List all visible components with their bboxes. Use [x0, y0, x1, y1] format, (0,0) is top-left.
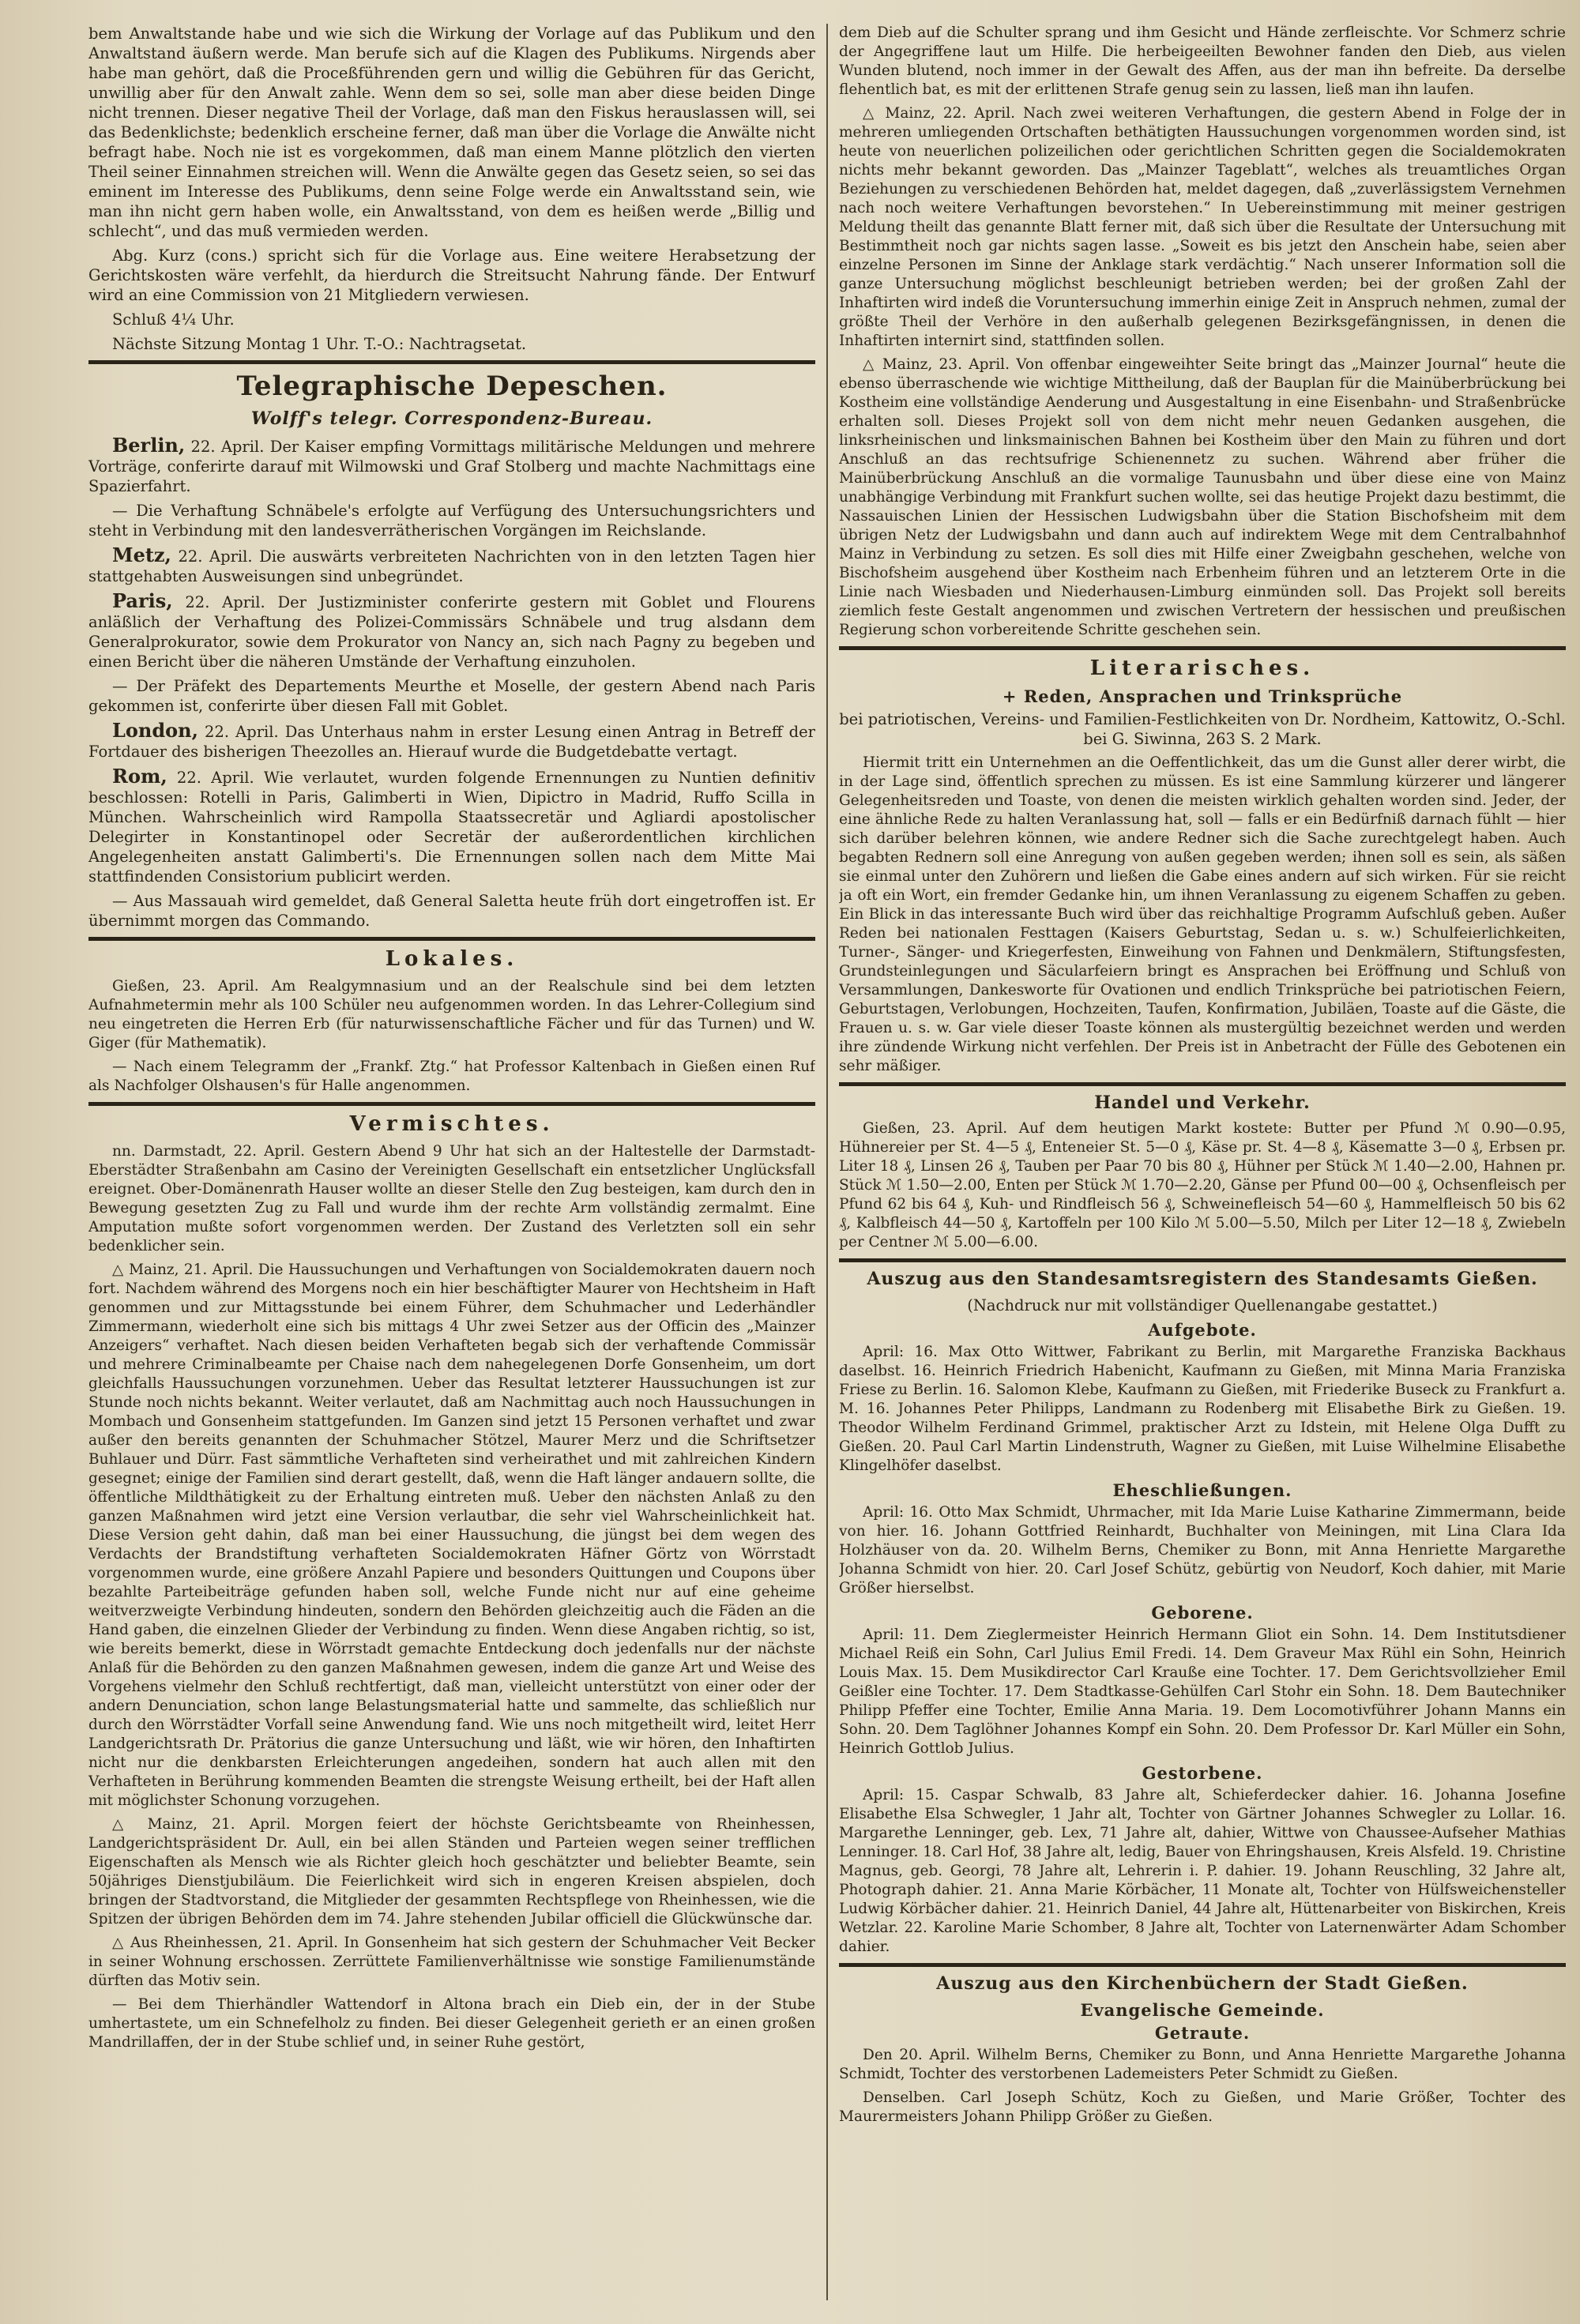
- section-title-literarisches: Literarisches.: [1089, 656, 1315, 680]
- register-eheschliessungen: April: 16. Otto Max Schmidt, Uhrmacher, mit Ida Marie Luise Katharine Zimmermann, beide von hier. 16. Johann Gottfried Reinhardt, Buchhalter von Meiningen, mit Lina Clara Ida Holzhäuser von da. 20. Wilhelm Berns, Chemiker zu Bonn, mit Anna Henriette Margarethe Johanna Schmidt von hier. 20. Carl Josef Schütz, gebürtig von Neudorf, Koch dahier, mit Marie Größer hierselbst.: [839, 1504, 1566, 1596]
- telegram-paris-text: 22. April. Der Justizminister conferirte gestern mit Goblet und Flourens anläßlich der Verhaftung des Polizei-Commissärs Schnäbele und trug alsdann dem Generalprokurator, sowie dem Prokurator von Nancy an, sich nach Pagny zu begeben und einen Bericht über die näheren Umstände der Verhaftung einzuholen.: [88, 593, 815, 671]
- telegram-paris-2: — Der Präfekt des Departements Meurthe et Moselle, der gestern Abend nach Paris gekommen ist, conferirte über diesen Fall mit Goblet.: [88, 677, 815, 715]
- telegram-rom: [88, 766, 815, 886]
- section-divider: [88, 937, 815, 941]
- subsection-getraute: Getraute.: [1154, 2023, 1251, 2043]
- section-divider: [839, 1963, 1566, 1967]
- telegram-rom-text: 22. April. Wie verlautet, wurden folgende Ernennungen zu Nuntien definitiv beschlossen: Rotelli in Paris, Galimberti in Wien, Dipictro in Madrid, Ruffo Scilla in München. Wahrscheinlich wird Rampolla Staatssecretär und Agliardi apostolischer Delegirter in Konstantinopel oder Secretär der außerordentlichen kirchlichen Angelegenheiten anstatt Galimberti's. Die Ernennungen sollen nach dem Mitte Mai stattfindenden Consistorium publicirt werden.: [88, 769, 815, 886]
- place-rom: Rom,: [112, 765, 167, 788]
- subsection-geborene: Geborene.: [1151, 1603, 1254, 1623]
- section-divider: [839, 646, 1566, 650]
- church-getraute-1: Den 20. April. Wilhelm Berns, Chemiker zu Bonn, und Anna Henriette Margarethe Johanna Schmidt, Tochter des verstorbenen Lademeisters Peter Schmidt zu Gießen.: [839, 2047, 1566, 2082]
- misc-news-altona-continued: dem Dieb auf die Schulter sprang und ihm Gesicht und Hände zerfleischte. Vor Schmerz schrie der Angegriffene laut um Hilfe. Die herbeigeeilten Bewohner fanden den Dieb, aus vielen Wunden blutend, noch immer in der Gewalt des Affen, aus der man ihn befreite. Da derselbe flehentlich bat, es mit der erlittenen Strafe genug sein zu lassen, ließ man ihn laufen.: [839, 24, 1566, 98]
- register-aufgebote: April: 16. Max Otto Wittwer, Fabrikant zu Berlin, mit Margarethe Franziska Backhaus daselbst. 16. Heinrich Friedrich Habenicht, Kaufmann zu Gießen, mit Minna Maria Franziska Friese zu Berlin. 16. Salomon Klebe, Kaufmann zu Gießen, mit Friederike Buseck zu Frankfurt a. M. 16. Johannes Peter Philipps, Landmann zu Rodenberg mit Elisabethe Birk zu Gießen. 19. Theodor Wilhelm Ferdinand Grimmel, praktischer Arzt zu Idstein, mit Helene Olga Dufft zu Gießen. 20. Paul Carl Martin Lindenstruth, Wagner zu Gießen, mit Luise Wilhelmine Elisabethe Klingelhöfer daselbst.: [839, 1344, 1566, 1474]
- misc-news-altona: — Bei dem Thierhändler Wattendorf in Altona brach ein Dieb ein, der in der Stube umhertastete, um ein Schnefelholz zu finden. Bei dieser Gelegenheit gerieth er an einen großen Mandrillaffen, der in der Stube schlief und, in seiner Ruhe gestört,: [88, 1996, 815, 2051]
- misc-news-mainz-3: △ Mainz, 22. April. Nach zwei weiteren Verhaftungen, die gestern Abend in Folge der in mehreren umliegenden Ortschaften bethätigten Haussuchungen vorgenommen worden sind, ist heute von neuerlichen polizeilichen oder gerichtlichen Schritten gegen die Socialdemokraten nichts mehr bekannt geworden. Das „Mainzer Tageblatt“, welches als treuamtliches Organ Beziehungen zu verschiedenen Behörden hat, meldet dagegen, daß „zuverlässigstem Vernehmen nach noch weitere Verhaftungen bevorstehen.“ In Uebereinstimmung mit meiner gestrigen Meldung theilt das genannte Blatt ferner mit, daß sich über die Resultate der Untersuchung mit Bestimmtheit noch gar nichts sagen lasse. „Soweit es bis jetzt den Anschein habe, seien aber einzelne Personen im Sinne der Anklage stark verdächtig.“ Nach unserer Information soll die ganze Untersuchung möglichst beschleunigt betrieben werden; bei der großen Zahl der Inhaftirten wird indeß die Voruntersuchung immerhin einige Zeit in Anspruch nehmen, zumal der größte Theil der Verhöre in den außerhalb gelegenen Bezirksgefängnissen, in denen die Inhaftirten internirt sind, stattfinden sollen.: [839, 105, 1566, 349]
- local-news-2: — Nach einem Telegramm der „Frankf. Ztg.“ hat Professor Kaltenbach in Gießen einen Ruf als Nachfolger Olshausen's für Halle angenommen.: [88, 1059, 815, 1094]
- left-column: [88, 24, 815, 2300]
- place-metz: Metz,: [112, 543, 171, 566]
- telegram-berlin-text: 22. April. Der Kaiser empfing Vormittags militärische Meldungen und mehrere Vorträge, conferirte darauf mit Wilmowski und Graf Stolberg und machte Nachmittags eine Spazierfahrt.: [88, 438, 815, 495]
- subsection-evangelisch: Evangelische Gemeinde.: [1080, 2000, 1325, 2020]
- column-rule: [826, 24, 828, 2300]
- telegram-metz: [88, 545, 815, 586]
- section-title-handel: Handel und Verkehr.: [1094, 1092, 1311, 1113]
- book-details: bei patriotischen, Vereins- und Familien-Festlichkeiten von Dr. Nordheim, Kattowitz, O.-Schl. bei G. Siwinna, 263 S. 2 Mark.: [839, 710, 1566, 748]
- reprint-note: (Nachdruck nur mit vollständiger Quellenangabe gestattet.): [967, 1296, 1438, 1314]
- subsection-gestorbene: Gestorbene.: [1142, 1763, 1263, 1783]
- register-gestorbene: April: 15. Caspar Schwalb, 83 Jahre alt, Schieferdecker dahier. 16. Johanna Josefine Elisabethe Elsa Schwegler, 1 Jahr alt, Tochter von Gärtner Johannes Schwegler zu Lollar. 16. Margarethe Lenninger, geb. Lex, 71 Jahre alt, dahier, Wittwe von Chausseе-Aufseher Mathias Lenninger. 18. Carl Hof, 38 Jahre alt, ledig, Bauer von Ehringshausen, Kreis Alsfeld. 19. Christine Magnus, geb. Georgi, 78 Jahre alt, Lehrerin i. P. dahier. 19. Johann Reuschling, 32 Jahre alt, Photograph dahier. 21. Anna Marie Körbächer, 11 Monate alt, Tochter von Hülfsweichensteller Ludwig Körbächer dahier. 21. Heinrich Daniel, 44 Jahre alt, Hüttenarbeiter von Biskirchen, Kreis Wetzlar. 22. Karoline Marie Schomber, 8 Jahre alt, Tochter von Laternenwärter Adam Schomber dahier.: [839, 1787, 1566, 1955]
- misc-news-mainz-4: △ Mainz, 23. April. Von offenbar eingeweihter Seite bringt das „Mainzer Journal“ heute die ebenso überraschende wie wichtige Mittheilung, daß der Bauplan für die Mainüberbrückung bei Kostheim eine vollständige Aenderung und Ausgestaltung in eine Eisenbahn- und Straßenbrücke erhalten soll. Dieses Projekt soll von dem nicht mehr neuen Gedanken ausgehen, die linksrheinischen und linksmainischen Bahnen bei Kostheim über den Main zu führen und dort Anschluß an das rechtsufrige Schienennetz zu suchen. Während aber früher die Mainüberbrückung Anschluß an die vormalige Taunusbahn und über diese eine von Mainz unabhängige Verbindung mit Frankfurt suchen wollte, sei das heutige Projekt dazu bestimmt, die Nassauischen Linien der Hessischen Ludwigsbahn über die Station Bischofsheim mit dem übrigen Netz der Ludwigsbahn und dann auch auf indirektem Wege mit dem Centralbahnhof Mainz in Verbindung zu setzen. Es soll dies mit Hilfe einer Zweigbahn geschehen, welche von Bischofsheim ausgehend über Kostheim nach Erbenheim führen und an letzterem Orte in die Linie nach Wiesbaden und Niederhausen-Limburg einmünden soll. Das Projekt soll bereits ziemlich feste Gestalt angenommen und zwischen Vertretern der hessischen und preußischen Regierung schon vorbereitende Schritte geschehen sein.: [839, 356, 1566, 638]
- section-divider: [839, 1082, 1566, 1086]
- place-berlin: Berlin,: [112, 434, 186, 457]
- section-divider: [88, 1102, 815, 1106]
- place-london: London,: [112, 719, 198, 742]
- article-reichstag-continuation: bem Anwaltstande habe und wie sich die Wirkung der Vorlage auf das Publikum und den Anwaltstand äußern werde. Man berufe sich auf die Klagen des Publikums. Nirgends aber habe man gehört, daß die Proceßführenden gern und willig die Gebühren für das Gericht, unwillig aber für den Anwalt zahle. Wenn dem so sei, solle man aber diese beiden Dinge nicht trennen. Dieser negative Theil der Vorlage, daß man den Fiskus herauslassen will, sei das Bedenklichste; bedenklich erscheine ferner, daß man über die Vorlage die Anwälte nicht befragt habe. Noch nie ist es vorgekommen, daß man einem Manne plötzlich den vierten Theil seiner Einnahmen streichen will. Wenn die Anwälte gegen das Gesetz seien, so sei das eminent im Interesse des Publikums, denn seine Folge werde ein Anwaltsstand sein, wie man ihn nicht gern haben wolle, ein Anwaltsstand, von dem es heißen werde „Billig und schlecht“, und das muß vermieden werden.: [88, 24, 815, 240]
- local-news-1: Gießen, 23. April. Am Realgymnasium und an der Realschule sind bei dem letzten Aufnahmetermin mehr als 100 Schüler neu aufgenommen worden. In das Lehrer-Collegium sind neu eingetreten die Herren Erb (für naturwissenschaftliche Fächer und für das Turnen) und W. Giger (für Mathematik).: [88, 978, 815, 1051]
- register-geborene: April: 11. Dem Zieglermeister Heinrich Hermann Gliot ein Sohn. 14. Dem Institutsdiener Michael Reiß ein Sohn, Carl Julius Emil Fredi. 14. Dem Graveur Max Rühl ein Sohn, Heinrich Louis Max. 15. Dem Musikdirector Carl Krauße eine Tochter. 17. Dem Gerichtsvollzieher Emil Geißler eine Tochter. 17. Dem Stadtkasse-Gehülfen Carl Stohr ein Sohn. 18. Dem Bautechniker Philipp Pfeffer eine Tochter, Emilie Anna Maria. 19. Dem Locomotivführer Johann Manns ein Sohn. 20. Dem Taglöhner Johannes Kompf ein Sohn. 20. Dem Professor Dr. Karl Müller ein Sohn, Heinrich Gottlob Julius.: [839, 1626, 1566, 1757]
- church-getraute-2: Denselben. Carl Joseph Schütz, Koch zu Gießen, und Marie Größer, Tochter des Maurermeisters Johann Philipp Größer zu Gießen.: [839, 2089, 1566, 2125]
- article-reichstag-schluss: Schluß 4¼ Uhr.: [112, 310, 235, 329]
- misc-news-rheinhessen: △ Aus Rheinhessen, 21. April. In Gonsenheim hat sich gestern der Schuhmacher Veit Becker in seiner Wohnung erschossen. Zerrüttete Familienverhältnisse wie sonstige Familienumstände dürften das Motiv sein.: [88, 1935, 815, 1989]
- place-paris: Paris,: [112, 589, 173, 612]
- section-title-kirchenbuecher: Auszug aus den Kirchenbüchern der Stadt Gießen.: [936, 1973, 1469, 1994]
- book-title: + Reden, Ansprachen und Trinksprüche: [1002, 686, 1403, 706]
- article-reichstag-kurz: Abg. Kurz (cons.) spricht sich für die Vorlage aus. Eine weitere Herabsetzung der Gerichtskosten wäre verfehlt, da hierdurch die Streitsucht Nahrung fände. Der Entwurf wird an eine Commission von 21 Mitgliedern verwiesen.: [88, 246, 815, 304]
- telegram-berlin: [88, 435, 815, 496]
- misc-news-mainz-1: △ Mainz, 21. April. Die Haussuchungen und Verhaftungen von Socialdemokraten dauern noch fort. Nachdem während des Morgens noch ein hier beschäftigter Maurer von Hechtsheim in Haft genommen und zur Mittagsstunde bei einem Führer, dem Schuhmacher und Lederhändler Zimmermann, wiederholt eine sich bis mittags 4 Uhr zwei Setzer aus der Officin des „Mainzer Anzeigers“ verhaftet. Nach diesen beiden Verhafteten begab sich der verhaftende Commissär und mehrere Criminalbeamte per Chaise nach dem nahegelegenen Dorfe Gonsenheim, um dort gleichfalls Haussuchungen vorzunehmen. Ueber das Resultat letzterer Haussuchungen ist zur Stunde noch nichts bekannt. Weiter verlautet, daß am Nachmittag auch noch Haussuchungen in Mombach und Gonsenheim stattgefunden. Im Ganzen sind jetzt 15 Personen verhaftet und zwar außer den bereits genannten der Schuhmacher Stötzel, Maurer Merz und die Schriftsetzer Buhlauer und Dürr. Fast sämmtliche Verhafteten sind verheirathet und mit zahlreichen Kindern gesegnet; einige der Familien sind derart gestellt, daß, wenn die Haft länger andauern sollte, die öffentliche Mildthätigkeit zu der Erhaltung eintreten muß. Ueber den nächsten Anlaß zu den ganzen Maßnahmen wird jetzt eine Version verlautbar, die sehr viel Wahrscheinlichkeit hat. Diese Version geht dahin, daß man bei einer Haussuchung, die jüngst bei dem wegen des Verdachts der Brandstiftung verhafteten Socialdemokraten Häfner Görtz von Wörrstadt vorgenommen wurde, eine größere Anzahl Papiere und besonders Quittungen und Coupons über bezahlte Parteibeiträge gefunden haben soll, welche Funde nicht nur auf eine geheime weitverzweigte Verbindung hindeuten, sondern den Behörden gleichzeitig auch die Fäden an die Hand gaben, die einzelnen Glieder der Verbindung zu finden. Wenn diese Angaben richtig, so ist, wie bereits bemerkt, diese in Wörrstadt gemachte Entdeckung doch jedenfalls nur der nächste Anlaß für die Behörden zu den ganzen Maßnahmen gewesen, indem die ganze Art und Weise des Vorgehens vielmehr den Schluß rechtfertigt, daß man, vielleicht unterstützt von einer oder der andern Denunciation, schon lange Belastungsmaterial hatte und sammelte, das schließlich nur durch den Wörrstädter Vorfall seine Anwendung fand. Wie uns noch mitgetheilt wird, leitet Herr Landgerichtsrath Dr. Prätorius die ganze Untersuchung und läßt, wie wir hören, den Inhaftirten nicht nur die denkbarsten Erleichterungen angedeihen, sondern hat auch allen mit den Verhafteten in Berührung kommenden Beamten die strengste Weisung ertheilt, bei der Haft allen mit möglichster Schonung vorzugehen.: [88, 1262, 815, 1809]
- article-reichstag-next: Nächste Sitzung Montag 1 Uhr. T.-O.: Nachtragsetat.: [112, 335, 527, 353]
- section-title-telegrams: Telegraphische Depeschen.: [236, 370, 668, 402]
- telegram-berlin-2: — Die Verhaftung Schnäbele's erfolgte auf Verfügung des Untersuchungsrichters und steht in Verbindung mit den landesverrätherischen Vorgängen im Reichslande.: [88, 502, 815, 540]
- telegram-london-text: 22. April. Das Unterhaus nahm in erster Lesung einen Antrag in Betreff der Fortdauer des bisherigen Theezolles an. Hierauf wurde die Budgetdebatte vertagt.: [88, 723, 815, 761]
- section-subtitle-wolff: Wolff's telegr. Correspondenz-Bureau.: [250, 408, 653, 429]
- telegram-rom-2: — Aus Massauah wird gemeldet, daß General Saletta heute früh dort eingetroffen ist. Er übernimmt morgen das Commando.: [88, 892, 815, 930]
- market-prices: Gießen, 23. April. Auf dem heutigen Markt kostete: Butter per Pfund ℳ 0.90—0.95, Hühnereier per St. 4—5 ₰, Enteneier St. 5—0 ₰, Käse pr. St. 4—8 ₰, Käsematte 3—0 ₰, Erbsen pr. Liter 18 ₰, Linsen 26 ₰, Tauben per Paar 70 bis 80 ₰, Hühner per Stück ℳ 1.40—2.00, Hahnen pr. Stück ℳ 1.50—2.00, Enten per Stück ℳ 1.70—2.20, Gänse per Pfund 00—00 ₰, Ochsenfleisch per Pfund 62 bis 64 ₰, Kuh- und Rindfleisch 56 ₰, Schweinefleisch 54—60 ₰, Hammelfleisch 50 bis 62 ₰, Kalbfleisch 44—50 ₰, Kartoffeln per 100 Kilo ℳ 5.00—5.50, Milch per Liter 12—18 ₰, Zwiebeln per Centner ℳ 5.00—6.00.: [839, 1120, 1566, 1250]
- subsection-aufgebote: Aufgebote.: [1148, 1320, 1257, 1340]
- telegram-metz-text: 22. April. Die auswärts verbreiteten Nachrichten von in den letzten Tagen hier stattgehabten Ausweisungen sind unbegründet.: [88, 547, 815, 585]
- telegram-paris: [88, 591, 815, 671]
- section-divider: [839, 1258, 1566, 1262]
- section-title-lokales: Lokales.: [385, 947, 519, 971]
- telegram-london: [88, 720, 815, 762]
- right-column: [839, 24, 1566, 2300]
- section-title-vermischtes: Vermischtes.: [349, 1112, 555, 1136]
- section-divider: [88, 360, 815, 364]
- book-review: Hiermit tritt ein Unternehmen an die Oeffentlichkeit, das um die Gunst aller derer wirbt, die in der Lage sind, öffentlich sprechen zu müssen. Es ist eine Sammlung kürzerer und längerer Gelegenheitsreden und Toaste, von denen die meisten wirklich gehalten worden sind. Jeder, der eine ähnliche Rede zu halten Veranlassung hat, soll — falls er ein Bedürfniß darnach fühlt — hier sich darüber belehren können, wie andere Redner sich die Sache zurechtgelegt haben. Auch begabten Rednern soll eine Anregung von außen gegeben werden; ihnen soll es sein, als säßen sie einmal unter den Zuhörern und ließen die Gabe eines andern auf sich wirken. Für sie reicht ja oft ein Wort, ein fremder Gedanke hin, um ihnen Veranlassung zu eigenem Schaffen zu geben. Ein Blick in das interessante Buch wird über das reichhaltige Programm Aufschluß geben. Außer Reden bei nationalen Festtagen (Kaisers Geburtstag, Sedan u. s. w.) Schulfeierlichkeiten, Turner-, Sänger- und Kriegerfesten, Einweihung von Fahnen und Denkmälern, Stiftungsfesten, Grundsteinlegungen und Säcularfeiern bringt es Ansprachen bei Eröffnung und Schluß von Versammlungen, Dankesworte für Ovationen und endlich Trinksprüche bei patriotischen Feiern, Geburtstagen, Verlobungen, Hochzeiten, Taufen, Konfirmation, Jubiläen, Toaste auf die Gäste, die Frauen u. s. w. Gar viele dieser Toaste können als mustergültig bezeichnet werden und werden ihre zündende Wirkung nicht verfehlen. Der Preis ist in Anbetracht der Fülle des Gebotenen ein sehr mäßiger.: [839, 754, 1566, 1074]
- misc-news-mainz-2: △ Mainz, 21. April. Morgen feiert der höchste Gerichtsbeamte von Rheinhessen, Landgerichtspräsident Dr. Aull, ein bei allen Ständen und Parteien wegen seiner trefflichen Eigenschaften als Mensch wie als Richter gleich hoch geschätzter und beliebter Beamte, sein 50jähriges Dienstjubiläum. Die Feierlichkeit wird sich in engeren Kreisen abspielen, doch bringen der Stadtvorstand, die Mitglieder der gesammten Rechtspflege von Rheinhessen, wie die Spitzen der übrigen Behörden dem im 74. Jahre stehenden Jubilar officiell die Glückwünsche dar.: [88, 1816, 815, 1927]
- section-title-standesamt: Auszug aus den Standesamtsregistern des Standesamts Gießen.: [867, 1269, 1538, 1289]
- misc-news-darmstadt: nn. Darmstadt, 22. April. Gestern Abend 9 Uhr hat sich an der Haltestelle der Darmstadt-Eberstädter Straßenbahn am Casino der Vereinigten Gesellschaft ein entsetzlicher Unglücksfall ereignet. Ober-Domänenrath Hauser wollte an dieser Stelle den Zug besteigen, kam durch den in Bewegung gesetzten Zug zu Fall und wurde ihm der rechte Arm vollständig zermalmt. Eine Amputation mußte sofort vorgenommen werden. Der Zustand des Verletzten soll ein sehr bedenklicher sein.: [88, 1143, 815, 1254]
- subsection-eheschliessungen: Eheschließungen.: [1112, 1480, 1292, 1500]
